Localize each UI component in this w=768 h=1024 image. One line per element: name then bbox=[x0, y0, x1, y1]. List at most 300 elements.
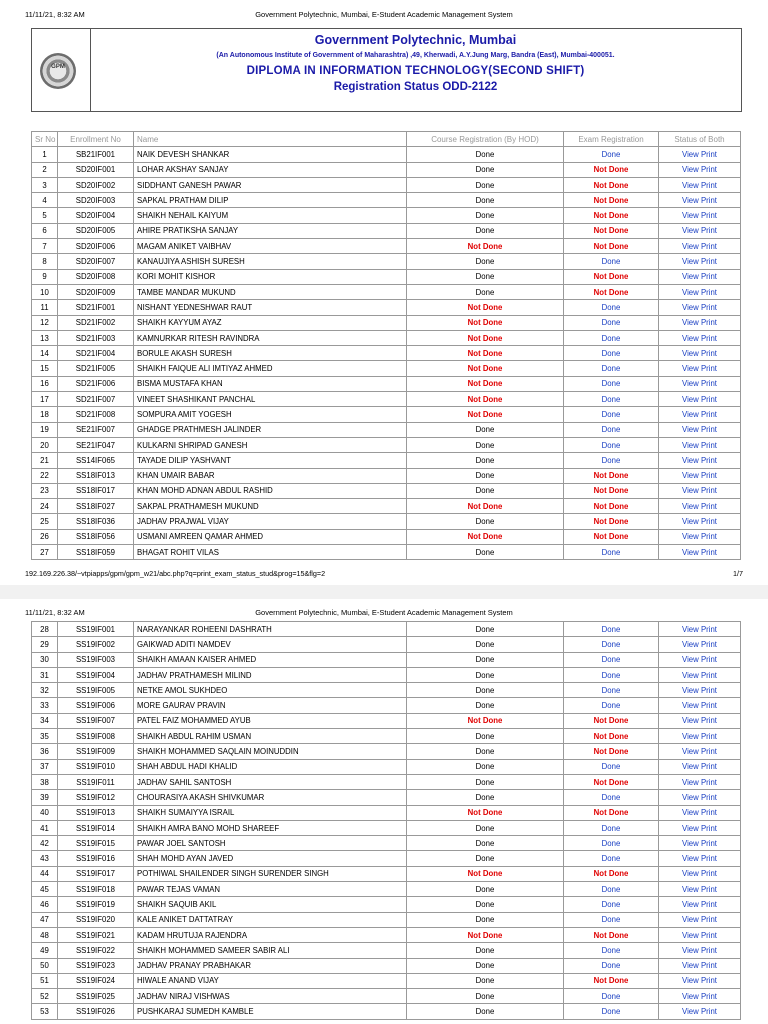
print-title: Government Polytechnic, Mumbai, E-Student Academic Management System bbox=[255, 608, 513, 617]
cell-name: SAKPAL PRATHAMESH MUKUND bbox=[134, 499, 407, 514]
cell-sr-no: 20 bbox=[32, 437, 58, 452]
cell-enrollment-no: SD20IF004 bbox=[58, 208, 134, 223]
cell-enrollment-no: SS19IF024 bbox=[58, 973, 134, 988]
view-print-link[interactable]: View Print bbox=[659, 774, 741, 789]
cell-course-registration: Done bbox=[407, 882, 564, 897]
cell-sr-no: 32 bbox=[32, 683, 58, 698]
view-print-link[interactable]: View Print bbox=[659, 652, 741, 667]
cell-enrollment-no: SS18IF027 bbox=[58, 499, 134, 514]
cell-sr-no: 35 bbox=[32, 729, 58, 744]
cell-course-registration: Done bbox=[407, 545, 564, 560]
view-print-link[interactable]: View Print bbox=[659, 468, 741, 483]
view-print-link[interactable]: View Print bbox=[659, 376, 741, 391]
view-print-link[interactable]: View Print bbox=[659, 254, 741, 269]
cell-exam-registration: Done bbox=[564, 346, 659, 361]
table-row bbox=[32, 422, 741, 437]
cell-enrollment-no: SS19IF015 bbox=[58, 836, 134, 851]
cell-course-registration: Done bbox=[407, 1004, 564, 1019]
cell-sr-no: 40 bbox=[32, 805, 58, 820]
view-print-link[interactable]: View Print bbox=[659, 958, 741, 973]
cell-enrollment-no: SD21IF001 bbox=[58, 300, 134, 315]
registration-table-page1 bbox=[31, 131, 741, 560]
view-print-link[interactable]: View Print bbox=[659, 927, 741, 942]
table-row bbox=[32, 330, 741, 345]
cell-name: CHOURASIYA AKASH SHIVKUMAR bbox=[134, 790, 407, 805]
cell-exam-registration: Done bbox=[564, 1004, 659, 1019]
view-print-link[interactable]: View Print bbox=[659, 177, 741, 192]
cell-sr-no: 15 bbox=[32, 361, 58, 376]
cell-course-registration: Done bbox=[407, 514, 564, 529]
view-print-link[interactable]: View Print bbox=[659, 499, 741, 514]
cell-exam-registration: Not Done bbox=[564, 162, 659, 177]
view-print-link[interactable]: View Print bbox=[659, 897, 741, 912]
view-print-link[interactable]: View Print bbox=[659, 193, 741, 208]
cell-name: KANAUJIYA ASHISH SURESH bbox=[134, 254, 407, 269]
cell-enrollment-no: SS19IF023 bbox=[58, 958, 134, 973]
col-header-exam-registration: Exam Registration bbox=[564, 132, 659, 147]
table-row bbox=[32, 713, 741, 728]
cell-name: JADHAV NIRAJ VISHWAS bbox=[134, 989, 407, 1004]
cell-exam-registration: Done bbox=[564, 330, 659, 345]
view-print-link[interactable]: View Print bbox=[659, 790, 741, 805]
cell-course-registration: Done bbox=[407, 744, 564, 759]
table-row bbox=[32, 667, 741, 682]
cell-exam-registration: Done bbox=[564, 882, 659, 897]
cell-course-registration: Not Done bbox=[407, 376, 564, 391]
cell-exam-registration: Done bbox=[564, 790, 659, 805]
cell-course-registration: Not Done bbox=[407, 805, 564, 820]
view-print-link[interactable]: View Print bbox=[659, 147, 741, 162]
cell-exam-registration: Done bbox=[564, 897, 659, 912]
cell-sr-no: 18 bbox=[32, 407, 58, 422]
status-title: Registration Status ODD-2122 bbox=[333, 81, 498, 93]
table-row bbox=[32, 943, 741, 958]
view-print-link[interactable]: View Print bbox=[659, 973, 741, 988]
cell-enrollment-no: SS19IF001 bbox=[58, 622, 134, 637]
cell-exam-registration: Not Done bbox=[564, 729, 659, 744]
cell-exam-registration: Done bbox=[564, 453, 659, 468]
cell-name: SHAIKH SAQUIB AKIL bbox=[134, 897, 407, 912]
cell-enrollment-no: SD20IF008 bbox=[58, 269, 134, 284]
cell-exam-registration: Done bbox=[564, 698, 659, 713]
cell-exam-registration: Done bbox=[564, 667, 659, 682]
cell-enrollment-no: SS19IF013 bbox=[58, 805, 134, 820]
view-print-link[interactable]: View Print bbox=[659, 392, 741, 407]
view-print-link[interactable]: View Print bbox=[659, 759, 741, 774]
cell-enrollment-no: SB21IF001 bbox=[58, 147, 134, 162]
cell-course-registration: Not Done bbox=[407, 529, 564, 544]
cell-enrollment-no: SS19IF017 bbox=[58, 866, 134, 881]
cell-course-registration: Done bbox=[407, 683, 564, 698]
cell-sr-no: 11 bbox=[32, 300, 58, 315]
cell-course-registration: Done bbox=[407, 759, 564, 774]
table-row bbox=[32, 637, 741, 652]
col-header-name: Name bbox=[134, 132, 407, 147]
view-print-link[interactable]: View Print bbox=[659, 300, 741, 315]
table-row bbox=[32, 622, 741, 637]
cell-course-registration: Done bbox=[407, 989, 564, 1004]
view-print-link[interactable]: View Print bbox=[659, 453, 741, 468]
view-print-link[interactable]: View Print bbox=[659, 437, 741, 452]
cell-course-registration: Done bbox=[407, 698, 564, 713]
cell-enrollment-no: SS19IF007 bbox=[58, 713, 134, 728]
cell-sr-no: 14 bbox=[32, 346, 58, 361]
cell-exam-registration: Not Done bbox=[564, 866, 659, 881]
cell-course-registration: Done bbox=[407, 422, 564, 437]
cell-name: BHAGAT ROHIT VILAS bbox=[134, 545, 407, 560]
cell-course-registration: Done bbox=[407, 177, 564, 192]
cell-course-registration: Done bbox=[407, 254, 564, 269]
cell-course-registration: Not Done bbox=[407, 346, 564, 361]
view-print-link[interactable]: View Print bbox=[659, 269, 741, 284]
cell-enrollment-no: SS19IF006 bbox=[58, 698, 134, 713]
cell-name: NISHANT YEDNESHWAR RAUT bbox=[134, 300, 407, 315]
cell-course-registration: Done bbox=[407, 162, 564, 177]
print-timestamp: 11/11/21, 8:32 AM bbox=[25, 10, 85, 19]
cell-course-registration: Done bbox=[407, 774, 564, 789]
table-row bbox=[32, 468, 741, 483]
cell-name: MAGAM ANIKET VAIBHAV bbox=[134, 239, 407, 254]
view-print-link[interactable]: View Print bbox=[659, 239, 741, 254]
cell-course-registration: Done bbox=[407, 622, 564, 637]
page-separator bbox=[0, 585, 768, 599]
cell-enrollment-no: SS14IF065 bbox=[58, 453, 134, 468]
institute-address: (An Autonomous Institute of Government of Maharashtra) ,49, Kherwadi, A.Y.Jung Marg, Bandra (East), Mumbai-400051. bbox=[216, 52, 615, 59]
cell-course-registration: Done bbox=[407, 468, 564, 483]
view-print-link[interactable]: View Print bbox=[659, 866, 741, 881]
view-print-link[interactable]: View Print bbox=[659, 284, 741, 299]
cell-sr-no: 31 bbox=[32, 667, 58, 682]
view-print-link[interactable]: View Print bbox=[659, 667, 741, 682]
cell-sr-no: 27 bbox=[32, 545, 58, 560]
table-row bbox=[32, 836, 741, 851]
cell-course-registration: Done bbox=[407, 437, 564, 452]
print-title: Government Polytechnic, Mumbai, E-Student Academic Management System bbox=[255, 10, 513, 19]
cell-exam-registration: Not Done bbox=[564, 499, 659, 514]
cell-enrollment-no: SD21IF002 bbox=[58, 315, 134, 330]
cell-course-registration: Not Done bbox=[407, 866, 564, 881]
cell-enrollment-no: SS19IF026 bbox=[58, 1004, 134, 1019]
cell-exam-registration: Not Done bbox=[564, 177, 659, 192]
cell-name: SHAIKH FAIQUE ALI IMTIYAZ AHMED bbox=[134, 361, 407, 376]
cell-sr-no: 3 bbox=[32, 177, 58, 192]
table-row bbox=[32, 392, 741, 407]
table-row bbox=[32, 315, 741, 330]
cell-course-registration: Not Done bbox=[407, 407, 564, 422]
view-print-link[interactable]: View Print bbox=[659, 683, 741, 698]
cell-sr-no: 1 bbox=[32, 147, 58, 162]
cell-exam-registration: Not Done bbox=[564, 927, 659, 942]
cell-course-registration: Done bbox=[407, 820, 564, 835]
cell-exam-registration: Not Done bbox=[564, 239, 659, 254]
cell-name: PAWAR TEJAS VAMAN bbox=[134, 882, 407, 897]
table-row bbox=[32, 499, 741, 514]
print-footer-url: 192.169.226.38/~vtpiapps/gpm/gpm_w21/abc.php?q=print_exam_status_stud&prog=15&flg=2 bbox=[25, 569, 326, 578]
cell-sr-no: 48 bbox=[32, 927, 58, 942]
table-row bbox=[32, 744, 741, 759]
table-row bbox=[32, 239, 741, 254]
table-row bbox=[32, 437, 741, 452]
cell-enrollment-no: SS19IF009 bbox=[58, 744, 134, 759]
table-row bbox=[32, 1004, 741, 1019]
cell-name: NARAYANKAR ROHEENI DASHRATH bbox=[134, 622, 407, 637]
table-row bbox=[32, 897, 741, 912]
view-print-link[interactable]: View Print bbox=[659, 637, 741, 652]
view-print-link[interactable]: View Print bbox=[659, 912, 741, 927]
cell-sr-no: 26 bbox=[32, 529, 58, 544]
view-print-link[interactable]: View Print bbox=[659, 943, 741, 958]
view-print-link[interactable]: View Print bbox=[659, 713, 741, 728]
cell-name: PATEL FAIZ MOHAMMED AYUB bbox=[134, 713, 407, 728]
cell-enrollment-no: SS19IF011 bbox=[58, 774, 134, 789]
cell-name: BORULE AKASH SURESH bbox=[134, 346, 407, 361]
cell-course-registration: Not Done bbox=[407, 361, 564, 376]
table-row bbox=[32, 698, 741, 713]
cell-name: SHAIKH ABDUL RAHIM USMAN bbox=[134, 729, 407, 744]
cell-exam-registration: Done bbox=[564, 759, 659, 774]
cell-name: LOHAR AKSHAY SANJAY bbox=[134, 162, 407, 177]
table-body-page2 bbox=[32, 622, 741, 1020]
cell-enrollment-no: SS19IF016 bbox=[58, 851, 134, 866]
cell-exam-registration: Done bbox=[564, 851, 659, 866]
cell-sr-no: 52 bbox=[32, 989, 58, 1004]
cell-course-registration: Done bbox=[407, 851, 564, 866]
cell-enrollment-no: SD21IF006 bbox=[58, 376, 134, 391]
table-row bbox=[32, 361, 741, 376]
col-header-status-of-both: Status of Both bbox=[659, 132, 741, 147]
cell-sr-no: 41 bbox=[32, 820, 58, 835]
col-header-sr-no: Sr No bbox=[32, 132, 58, 147]
view-print-link[interactable]: View Print bbox=[659, 882, 741, 897]
table-row bbox=[32, 529, 741, 544]
table-row bbox=[32, 989, 741, 1004]
table-row bbox=[32, 729, 741, 744]
table-row bbox=[32, 284, 741, 299]
cell-sr-no: 7 bbox=[32, 239, 58, 254]
cell-course-registration: Done bbox=[407, 223, 564, 238]
cell-exam-registration: Done bbox=[564, 361, 659, 376]
cell-name: SHAH ABDUL HADI KHALID bbox=[134, 759, 407, 774]
table-row bbox=[32, 774, 741, 789]
logo-cell bbox=[32, 29, 91, 111]
view-print-link[interactable]: View Print bbox=[659, 820, 741, 835]
cell-course-registration: Not Done bbox=[407, 927, 564, 942]
cell-sr-no: 24 bbox=[32, 499, 58, 514]
cell-enrollment-no: SD21IF008 bbox=[58, 407, 134, 422]
table-row bbox=[32, 927, 741, 942]
cell-sr-no: 28 bbox=[32, 622, 58, 637]
view-print-link[interactable]: View Print bbox=[659, 744, 741, 759]
cell-name: USMANI AMREEN QAMAR AHMED bbox=[134, 529, 407, 544]
cell-exam-registration: Not Done bbox=[564, 193, 659, 208]
cell-course-registration: Not Done bbox=[407, 239, 564, 254]
table-row bbox=[32, 453, 741, 468]
table-row bbox=[32, 300, 741, 315]
table-row bbox=[32, 177, 741, 192]
table-row bbox=[32, 208, 741, 223]
table-row bbox=[32, 483, 741, 498]
cell-enrollment-no: SD21IF005 bbox=[58, 361, 134, 376]
table-row bbox=[32, 805, 741, 820]
cell-exam-registration: Done bbox=[564, 912, 659, 927]
cell-course-registration: Done bbox=[407, 269, 564, 284]
view-print-link[interactable]: View Print bbox=[659, 208, 741, 223]
col-header-course-registration: Course Registration (By HOD) bbox=[407, 132, 564, 147]
cell-course-registration: Done bbox=[407, 147, 564, 162]
print-page-2 bbox=[0, 599, 768, 1024]
cell-exam-registration: Not Done bbox=[564, 208, 659, 223]
cell-exam-registration: Done bbox=[564, 392, 659, 407]
cell-name: JADHAV PRANAY PRABHAKAR bbox=[134, 958, 407, 973]
cell-enrollment-no: SS19IF022 bbox=[58, 943, 134, 958]
cell-sr-no: 30 bbox=[32, 652, 58, 667]
cell-exam-registration: Done bbox=[564, 407, 659, 422]
cell-exam-registration: Not Done bbox=[564, 223, 659, 238]
cell-sr-no: 22 bbox=[32, 468, 58, 483]
view-print-link[interactable]: View Print bbox=[659, 514, 741, 529]
print-header-page2 bbox=[0, 599, 768, 619]
cell-exam-registration: Done bbox=[564, 622, 659, 637]
cell-enrollment-no: SD20IF007 bbox=[58, 254, 134, 269]
view-print-link[interactable]: View Print bbox=[659, 545, 741, 560]
cell-name: TAMBE MANDAR MUKUND bbox=[134, 284, 407, 299]
institute-name: Government Polytechnic, Mumbai bbox=[314, 33, 517, 47]
cell-sr-no: 46 bbox=[32, 897, 58, 912]
view-print-link[interactable]: View Print bbox=[659, 622, 741, 637]
cell-enrollment-no: SE21IF007 bbox=[58, 422, 134, 437]
view-print-link[interactable]: View Print bbox=[659, 805, 741, 820]
cell-exam-registration: Done bbox=[564, 376, 659, 391]
view-print-link[interactable]: View Print bbox=[659, 162, 741, 177]
view-print-link[interactable]: View Print bbox=[659, 422, 741, 437]
cell-name: SHAIKH AMRA BANO MOHD SHAREEF bbox=[134, 820, 407, 835]
cell-name: SHAIKH AMAAN KAISER AHMED bbox=[134, 652, 407, 667]
view-print-link[interactable]: View Print bbox=[659, 698, 741, 713]
cell-sr-no: 45 bbox=[32, 882, 58, 897]
cell-course-registration: Done bbox=[407, 453, 564, 468]
cell-name: KHAN UMAIR BABAR bbox=[134, 468, 407, 483]
table-row bbox=[32, 162, 741, 177]
table-row bbox=[32, 790, 741, 805]
cell-name: KAMNURKAR RITESH RAVINDRA bbox=[134, 330, 407, 345]
cell-name: GAIKWAD ADITI NAMDEV bbox=[134, 637, 407, 652]
cell-sr-no: 51 bbox=[32, 973, 58, 988]
cell-name: SOMPURA AMIT YOGESH bbox=[134, 407, 407, 422]
cell-sr-no: 16 bbox=[32, 376, 58, 391]
view-print-link[interactable]: View Print bbox=[659, 361, 741, 376]
table-row bbox=[32, 376, 741, 391]
cell-exam-registration: Done bbox=[564, 820, 659, 835]
view-print-link[interactable]: View Print bbox=[659, 315, 741, 330]
cell-sr-no: 4 bbox=[32, 193, 58, 208]
cell-enrollment-no: SD20IF001 bbox=[58, 162, 134, 177]
cell-course-registration: Done bbox=[407, 836, 564, 851]
cell-course-registration: Done bbox=[407, 284, 564, 299]
cell-exam-registration: Not Done bbox=[564, 483, 659, 498]
cell-sr-no: 38 bbox=[32, 774, 58, 789]
cell-sr-no: 21 bbox=[32, 453, 58, 468]
cell-name: JADHAV PRATHAMESH MILIND bbox=[134, 667, 407, 682]
institute-logo-icon bbox=[40, 53, 76, 89]
print-timestamp: 11/11/21, 8:32 AM bbox=[25, 608, 85, 617]
cell-exam-registration: Not Done bbox=[564, 468, 659, 483]
cell-course-registration: Not Done bbox=[407, 330, 564, 345]
cell-sr-no: 10 bbox=[32, 284, 58, 299]
cell-name: HIWALE ANAND VIJAY bbox=[134, 973, 407, 988]
table-body-page1 bbox=[32, 147, 741, 560]
cell-enrollment-no: SS18IF013 bbox=[58, 468, 134, 483]
table-row bbox=[32, 882, 741, 897]
cell-enrollment-no: SD20IF005 bbox=[58, 223, 134, 238]
view-print-link[interactable]: View Print bbox=[659, 407, 741, 422]
view-print-link[interactable]: View Print bbox=[659, 483, 741, 498]
cell-enrollment-no: SS19IF008 bbox=[58, 729, 134, 744]
cell-exam-registration: Done bbox=[564, 989, 659, 1004]
cell-name: POTHIWAL SHAILENDER SINGH SURENDER SINGH bbox=[134, 866, 407, 881]
view-print-link[interactable]: View Print bbox=[659, 346, 741, 361]
cell-name: GHADGE PRATHMESH JALINDER bbox=[134, 422, 407, 437]
cell-name: KULKARNI SHRIPAD GANESH bbox=[134, 437, 407, 452]
view-print-link[interactable]: View Print bbox=[659, 989, 741, 1004]
view-print-link[interactable]: View Print bbox=[659, 836, 741, 851]
cell-course-registration: Done bbox=[407, 729, 564, 744]
cell-exam-registration: Done bbox=[564, 315, 659, 330]
cell-sr-no: 9 bbox=[32, 269, 58, 284]
cell-enrollment-no: SS19IF018 bbox=[58, 882, 134, 897]
banner-text bbox=[90, 29, 741, 93]
cell-name: KHAN MOHD ADNAN ABDUL RASHID bbox=[134, 483, 407, 498]
cell-name: SHAIKH KAYYUM AYAZ bbox=[134, 315, 407, 330]
cell-name: SHAIKH NEHAIL KAIYUM bbox=[134, 208, 407, 223]
cell-enrollment-no: SD21IF007 bbox=[58, 392, 134, 407]
cell-sr-no: 53 bbox=[32, 1004, 58, 1019]
cell-exam-registration: Done bbox=[564, 437, 659, 452]
cell-enrollment-no: SS18IF059 bbox=[58, 545, 134, 560]
cell-name: NETKE AMOL SUKHDEO bbox=[134, 683, 407, 698]
table-row bbox=[32, 193, 741, 208]
cell-sr-no: 17 bbox=[32, 392, 58, 407]
cell-name: SIDDHANT GANESH PAWAR bbox=[134, 177, 407, 192]
view-print-link[interactable]: View Print bbox=[659, 529, 741, 544]
view-print-link[interactable]: View Print bbox=[659, 1004, 741, 1019]
cell-exam-registration: Done bbox=[564, 254, 659, 269]
cell-course-registration: Not Done bbox=[407, 315, 564, 330]
cell-course-registration: Not Done bbox=[407, 713, 564, 728]
cell-name: KALE ANIKET DATTATRAY bbox=[134, 912, 407, 927]
cell-course-registration: Done bbox=[407, 208, 564, 223]
cell-enrollment-no: SS19IF014 bbox=[58, 820, 134, 835]
cell-exam-registration: Done bbox=[564, 683, 659, 698]
cell-name: NAIK DEVESH SHANKAR bbox=[134, 147, 407, 162]
cell-sr-no: 42 bbox=[32, 836, 58, 851]
cell-sr-no: 23 bbox=[32, 483, 58, 498]
view-print-link[interactable]: View Print bbox=[659, 729, 741, 744]
view-print-link[interactable]: View Print bbox=[659, 851, 741, 866]
cell-exam-registration: Done bbox=[564, 637, 659, 652]
table-row bbox=[32, 958, 741, 973]
cell-enrollment-no: SD21IF003 bbox=[58, 330, 134, 345]
cell-exam-registration: Done bbox=[564, 545, 659, 560]
cell-sr-no: 43 bbox=[32, 851, 58, 866]
table-row bbox=[32, 866, 741, 881]
cell-name: JADHAV PRAJWAL VIJAY bbox=[134, 514, 407, 529]
view-print-link[interactable]: View Print bbox=[659, 223, 741, 238]
view-print-link[interactable]: View Print bbox=[659, 330, 741, 345]
cell-course-registration: Not Done bbox=[407, 392, 564, 407]
cell-sr-no: 29 bbox=[32, 637, 58, 652]
cell-exam-registration: Not Done bbox=[564, 514, 659, 529]
col-header-enrollment: Enrollment No bbox=[58, 132, 134, 147]
